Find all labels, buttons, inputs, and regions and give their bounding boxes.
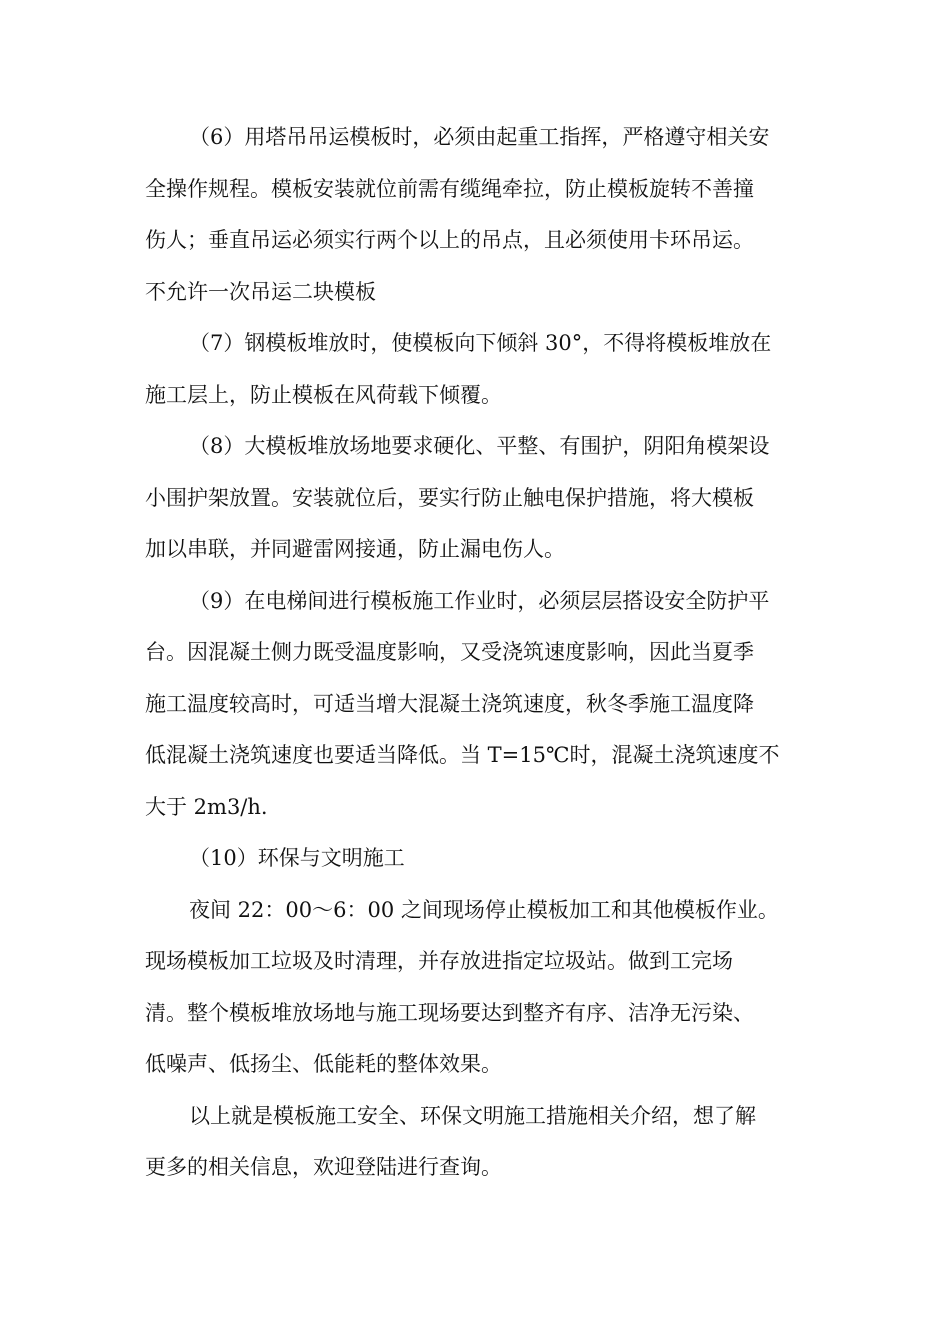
text-line: 不允许一次吊运二块模板 [145, 279, 376, 304]
text-line: 更多的相关信息，欢迎登陆进行查询。 [145, 1155, 502, 1179]
text-line: 加以串联，并同避雷网接通，防止漏电伤人。 [145, 537, 565, 561]
text-line: 施工层上，防止模板在风荷载下倾覆。 [145, 382, 502, 407]
text-line: 全操作规程。模板安装就位前需有缆绳牵拉，防止模板旋转不善撞 [145, 176, 754, 201]
text-line: （8）大模板堆放场地要求硬化、平整、有围护，阴阳角模架设 [189, 434, 770, 458]
text-line: （7）钢模板堆放时，使模板向下倾斜 30°，不得将模板堆放在 [189, 331, 772, 355]
document-body [145, 112, 811, 1194]
text-line: 施工温度较高时，可适当增大混凝土浇筑速度，秋冬季施工温度降 [145, 691, 754, 716]
text-line: 大于 2m3/h. [145, 794, 268, 819]
text-line: 低噪声、低扬尘、低能耗的整体效果。 [145, 1052, 502, 1076]
text-line: 伤人；垂直吊运必须实行两个以上的吊点，且必须使用卡环吊运。 [145, 228, 754, 252]
text-line: （6）用塔吊吊运模板时，必须由起重工指挥，严格遵守相关安 [189, 125, 770, 149]
text-line: （10）环保与文明施工 [189, 846, 405, 870]
text-line: 台。因混凝土侧力既受温度影响，又受浇筑速度影响，因此当夏季 [145, 640, 754, 664]
text-line: 小围护架放置。安装就位后，要实行防止触电保护措施，将大模板 [145, 485, 754, 510]
text-line: 现场模板加工垃圾及时清理，并存放进指定垃圾站。做到工完场 [145, 949, 733, 973]
text-line: 以上就是模板施工安全、环保文明施工措施相关介绍，想了解 [189, 1103, 756, 1128]
text-line: 低混凝土浇筑速度也要适当降低。当 T=15℃时，混凝土浇筑速度不 [145, 743, 780, 767]
text-line: 清。整个模板堆放场地与施工现场要达到整齐有序、洁净无污染、 [145, 1000, 754, 1025]
text-line: 夜间 22：00～6：00 之间现场停止模板加工和其他模板作业。 [189, 897, 779, 922]
text-line: （9）在电梯间进行模板施工作业时，必须层层搭设安全防护平 [189, 588, 770, 613]
